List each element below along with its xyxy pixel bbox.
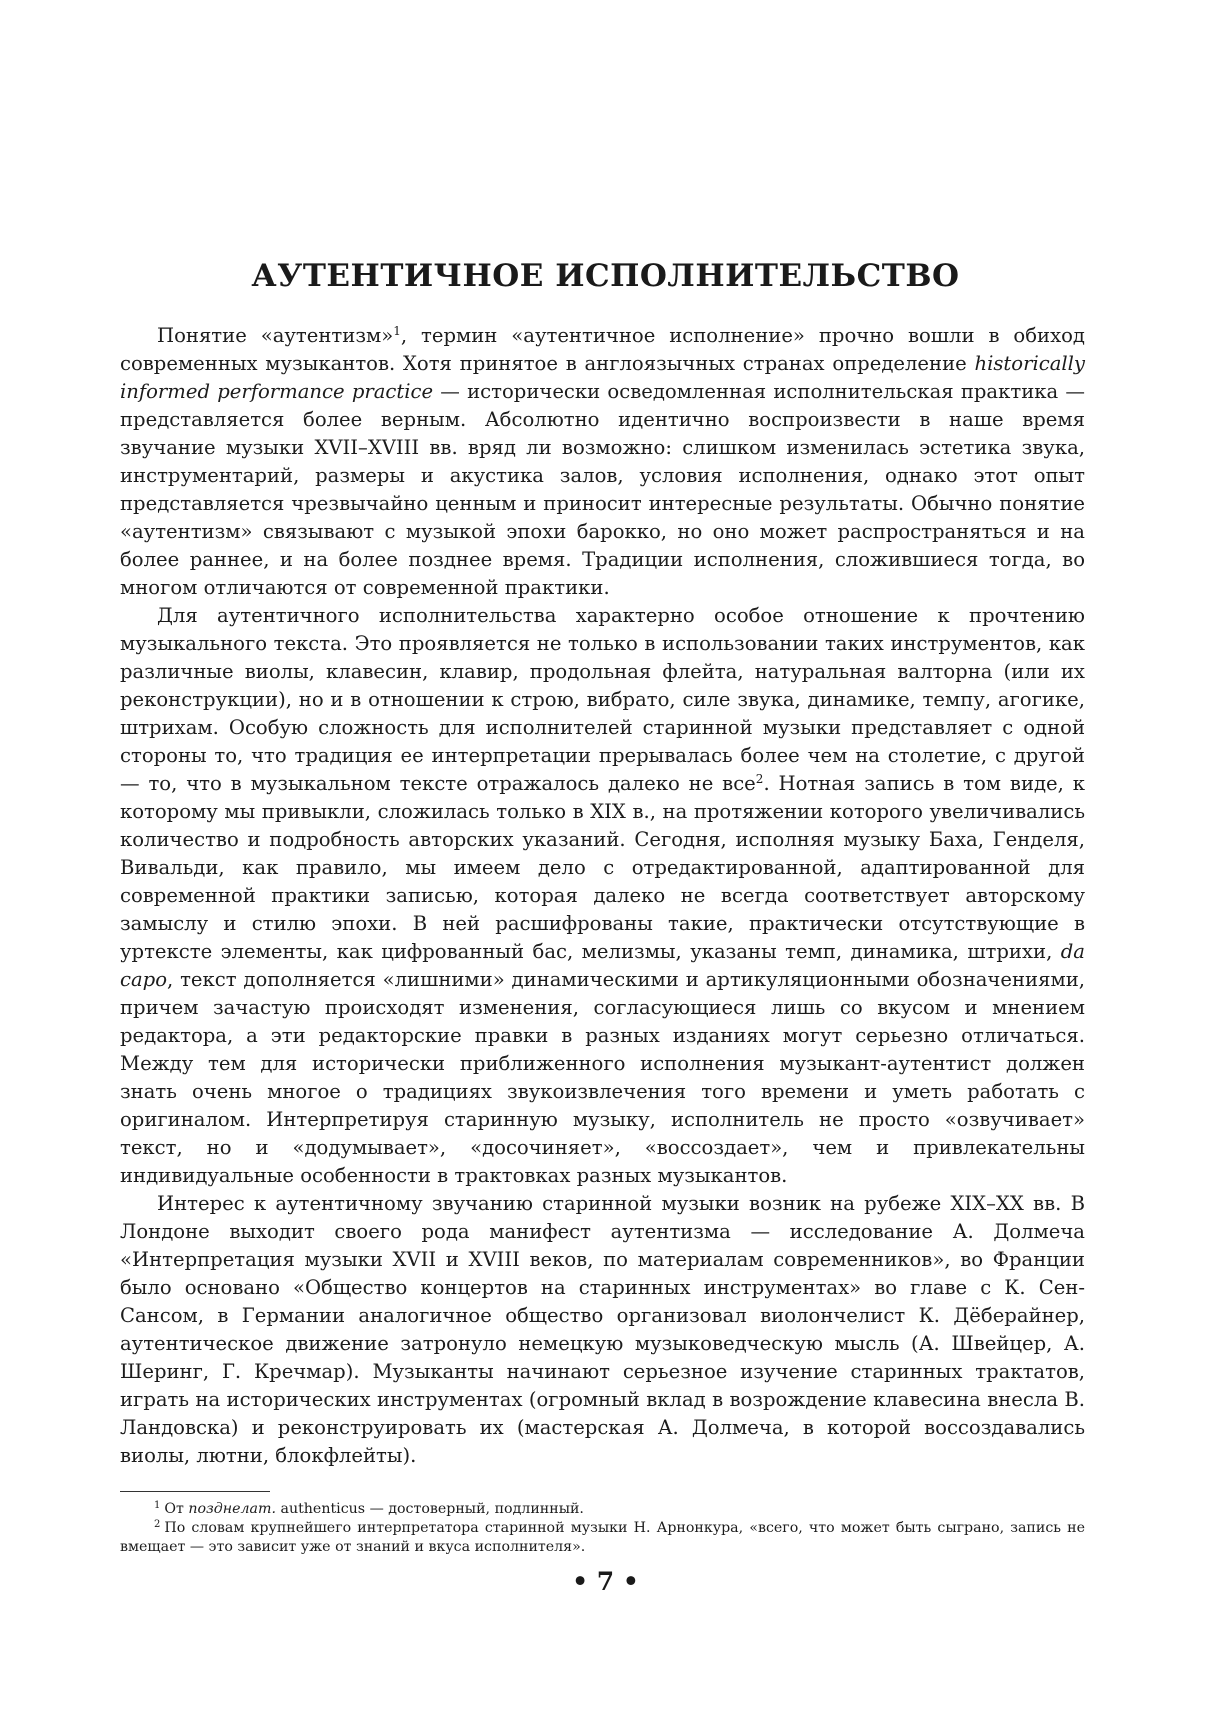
chapter-title: АУТЕНТИЧНОЕ ИСПОЛНИТЕЛЬСТВО [251, 258, 960, 294]
footnote-1 [120, 1500, 1085, 1519]
paragraph-3 [120, 1190, 1085, 1470]
footnote-text: По словам крупнейшего интерпретатора старинной музыки Н. Арнонкура, «всего, что может быть сыграно, запись не вмещает — это зависит уже от знаний и вкуса исполнителя». [120, 1520, 1085, 1555]
paragraph-1 [120, 322, 1085, 602]
text-segment: — исторически осведомленная исполнительская практика — представляется более верным. Абсолютно идентично воспроизвести в наше время звучание музыки XVII–XVIII вв. вряд ли возможно: слишком изменилась эстетика звука, инструментарий, размеры и акустика залов, условия исполнения, однако этот опыт представляется чрезвычайно ценным и приносит интересные результаты. Обычно понятие «аутентизм» связывают с музыкой эпохи барокко, но оно может распространяться и на более раннее, и на более позднее время. Традиции исполнения, сложившиеся тогда, во многом отличаются от современной практики. [120, 380, 1085, 599]
footnote-mark-1: 1 [154, 1500, 161, 1511]
footnotes [120, 1500, 1085, 1557]
footnote-mark-2: 2 [154, 1519, 161, 1530]
text-segment: Для аутентичного исполнительства характерно особое отношение к прочтению музыкального текста. Это проявляется не только в использовании таких инструментов, как различные виолы, клавесин, клавир, продольная флейта, натуральная валторна (или их реконструкции), но и в отношении к строю, вибрато, силе звука, динамике, темпу, агогике, штрихам. Особую сложность для исполнителей старинной музыки представляет с одной стороны то, что традиция ее интерпретации прерывалась более чем на столетие, с другой — то, что в музыкальном тексте отражалось далеко не все [120, 604, 1085, 795]
text-segment: . Нотная запись в том виде, к которому мы привыкли, сложилась только в XIX в., на протяжении которого увеличивались количество и подробность авторских указаний. Сегодня, исполняя музыку Баха, Генделя, Вивальди, как правило, мы имеем дело с отредактированной, адаптированной для современной практики записью, которая далеко не всегда соответствует авторскому замыслу и стилю эпохи. В ней расшифрованы такие, практически отсутствующие в уртексте элементы, как цифрованный бас, мелизмы, указаны темп, динамика, штрихи, [120, 772, 1086, 963]
text-segment: , текст дополняется «лишними» динамическими и артикуляционными обозначениями, причем зачастую происходят изменения, согласующиеся лишь со вкусом и мнением редактора, а эти редакторские правки в разных изданиях могут серьезно отличаться. Между тем для исторически приближенного исполнения музыкант-аутентист должен знать очень многое о традициях звукоизвлечения того времени и уметь работать с оригиналом. Интерпретируя старинную музыку, исполнитель не просто «озвучивает» текст, но и «додумывает», «досочиняет», «воссоздает», чем и привлекательны индивидуальные особенности в трактовках разных музыкантов. [120, 968, 1085, 1187]
footnote-ref-2: 2 [755, 772, 764, 786]
footnote-divider [120, 1491, 270, 1492]
italic-term: da capo [120, 940, 1085, 991]
text-segment: Понятие «аутентизм» [157, 324, 394, 347]
footnote-lead: От [164, 1501, 189, 1517]
page-number: • 7 • [572, 1567, 639, 1596]
text-segment: , термин «аутентичное исполнение» прочно вошли в обиход современных музыкантов. Хотя принятое в англоязычных странах определение [120, 324, 1085, 375]
text-segment: Интерес к аутентичному звучанию старинной музыки возник на рубеже XIX–XX вв. В Лондоне выходит своего рода манифест аутентизма — исследование А. Долмеча «Интерпретация музыки XVII и XVIII веков, по материалам современников», во Франции было основано «Общество концертов на старинных инструментах» во главе с К. Сен-Сансом, в Германии аналогичное общество организовал виолончелист К. Дёберайнер, аутентическое движение затронуло немецкую музыковедческую мысль (А. Швейцер, А. Шеринг, Г. Кречмар). Музыканты начинают серьезное изучение старинных трактатов, играть на исторических инструментах (огромный вклад в возрождение клавесина внесла В. Ландовска) и реконструировать их (мастерская А. Долмеча, в которой воссоздавались виолы, лютни, блокфлейты). [120, 1192, 1085, 1467]
footnote-2 [120, 1519, 1085, 1557]
paragraph-2 [120, 602, 1085, 1190]
footnote-abbr: позднелат. [188, 1501, 276, 1517]
footnote-ref-1: 1 [393, 324, 401, 338]
body-text [120, 322, 1085, 1470]
italic-term: historically informed performance practice [120, 352, 1085, 403]
footnote-text: authenticus — достоверный, подлинный. [275, 1501, 584, 1517]
